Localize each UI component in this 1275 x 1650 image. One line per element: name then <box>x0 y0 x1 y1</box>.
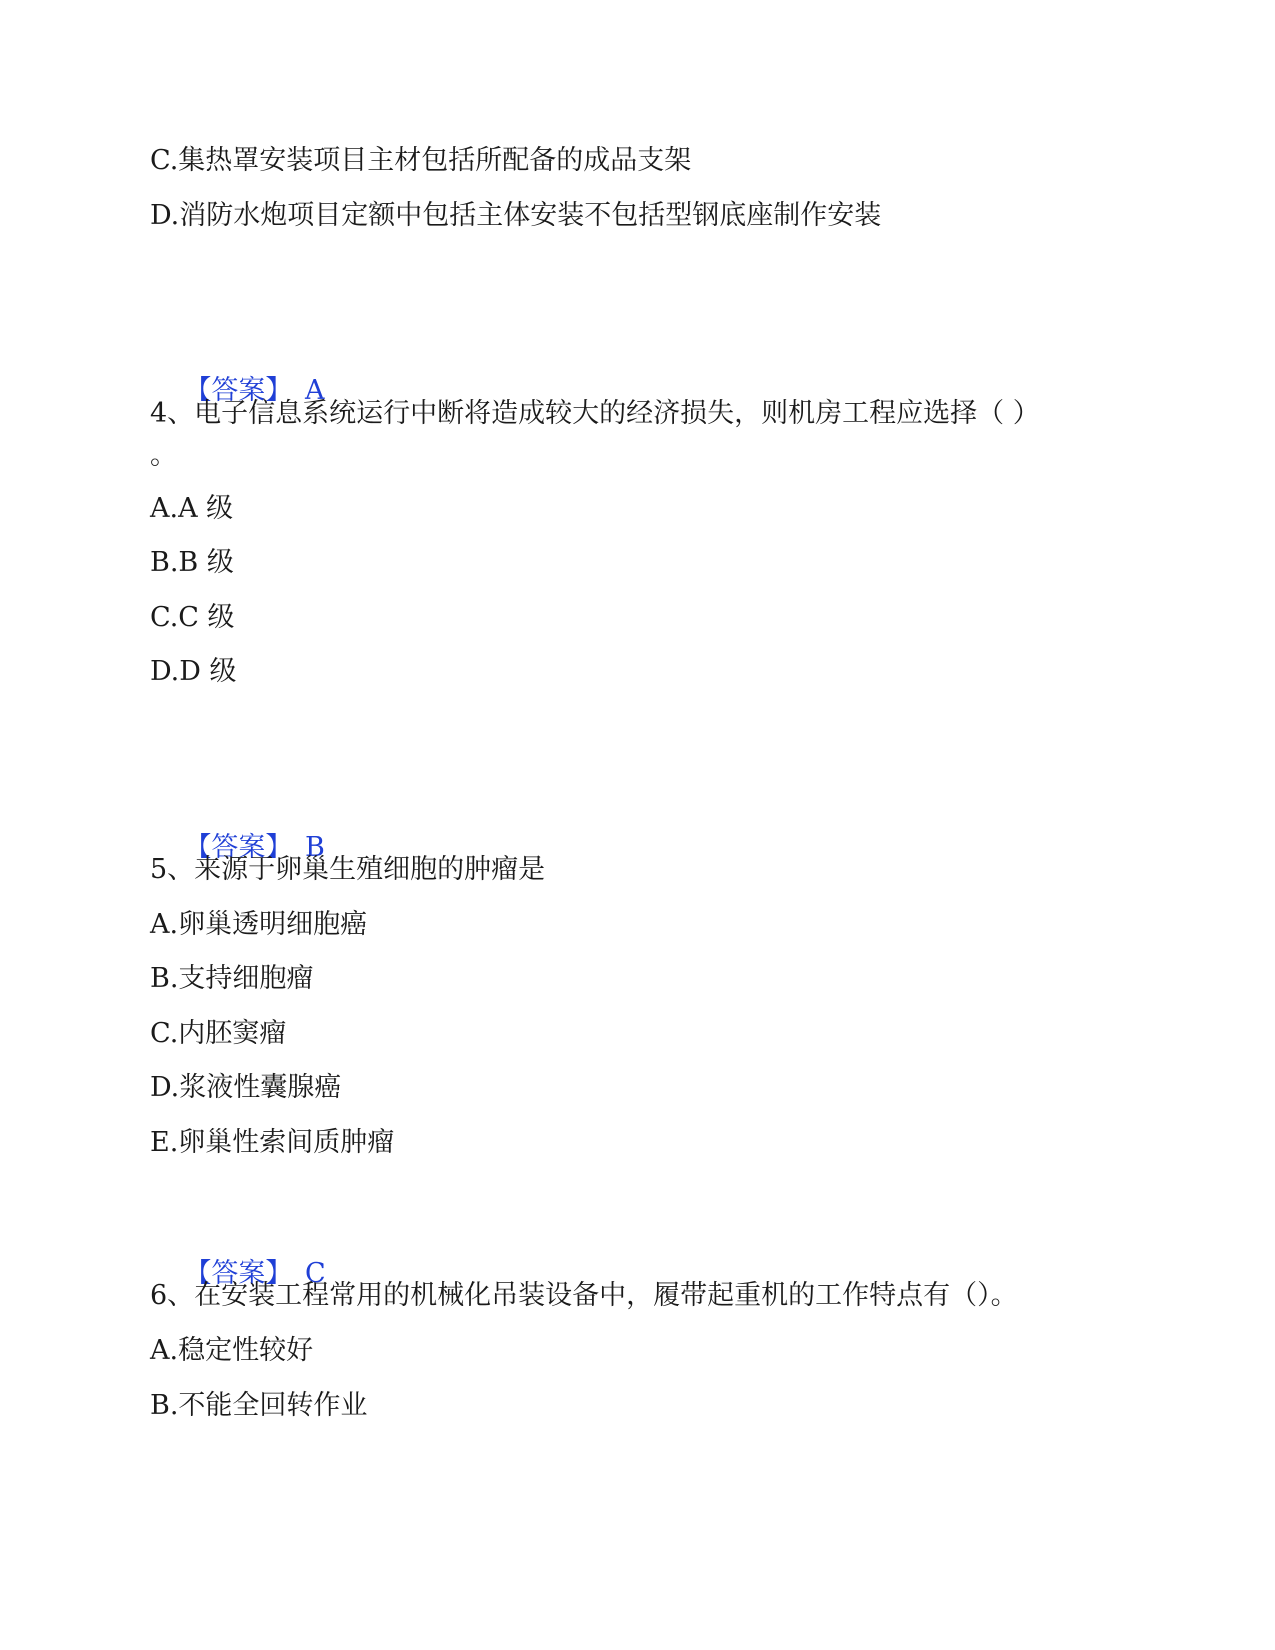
answer-label: 【答案】 <box>184 375 293 406</box>
option-a: A.卵巢透明细胞癌 <box>150 909 368 940</box>
option-a: A.A 级 <box>150 493 234 524</box>
option-d: D.D 级 <box>150 656 237 687</box>
option-b: B.支持细胞瘤 <box>150 963 314 994</box>
option-a: A.稳定性较好 <box>150 1335 314 1366</box>
option-d: D.浆液性囊腺癌 <box>150 1072 342 1103</box>
answer-label: 【答案】 <box>184 832 293 863</box>
question-stem: 6、在安装工程常用的机械化吊装设备中，履带起重机的工作特点有（）。 <box>150 1280 1018 1311</box>
answer-value: C <box>305 1258 326 1289</box>
question-stem: 4、电子信息系统运行中断将造成较大的经济损失，则机房工程应选择（ ） <box>150 398 1040 429</box>
option-e: E.卵巢性索间质肿瘤 <box>150 1127 395 1158</box>
question-stem-continued: 。 <box>150 440 177 471</box>
option-d: D.消防水炮项目定额中包括主体安装不包括型钢底座制作安装 <box>150 200 882 231</box>
answer-value: A <box>305 375 325 406</box>
answer-value: B <box>305 832 325 863</box>
option-b: B.B 级 <box>150 547 234 578</box>
answer-label: 【答案】 <box>184 1258 293 1289</box>
question-stem: 5、来源于卵巢生殖细胞的肿瘤是 <box>150 854 546 885</box>
option-c: C.内胚窦瘤 <box>150 1018 287 1049</box>
option-b: B.不能全回转作业 <box>150 1390 368 1421</box>
option-c: C.集热罩安装项目主材包括所配备的成品支架 <box>150 145 692 176</box>
option-c: C.C 级 <box>150 602 235 633</box>
